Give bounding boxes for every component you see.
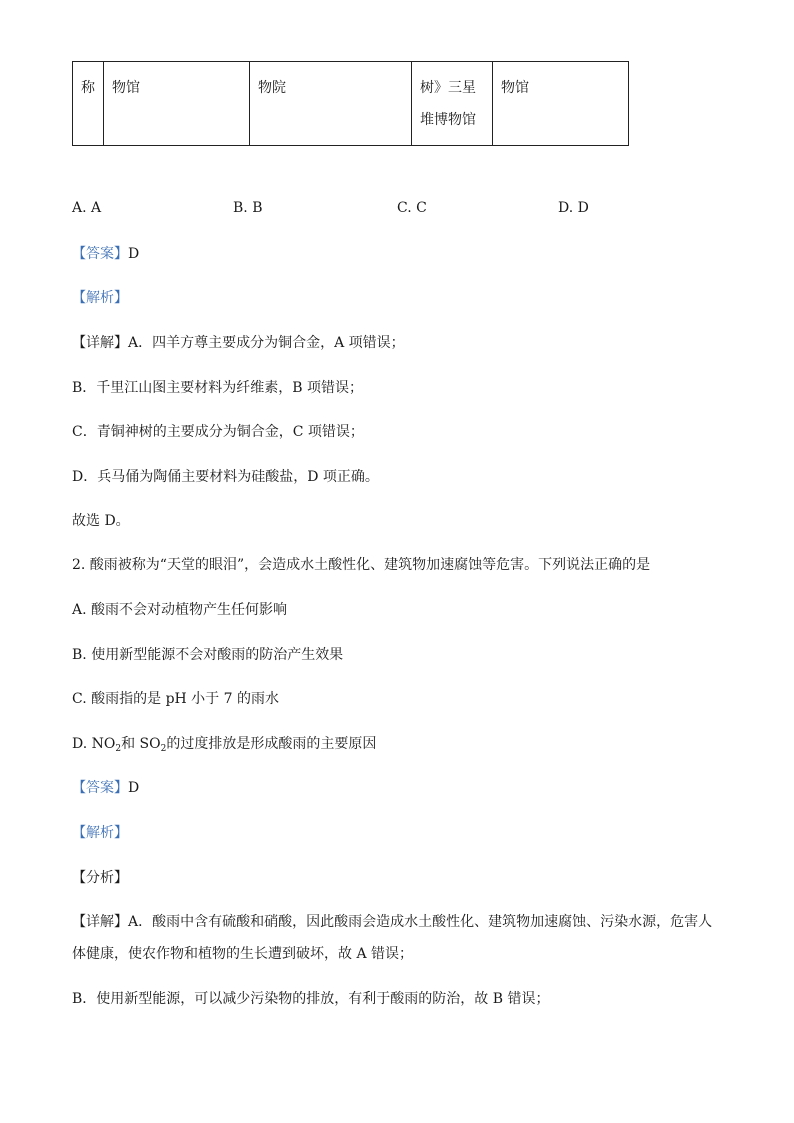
table-cell: 物馆 [493,62,629,146]
answer-value: D [128,780,140,796]
q1-answer [72,244,139,264]
q2-option-c: C. 酸雨指的是 pH 小于 7 的雨水 [72,691,279,707]
q1-option-a: A. A [72,200,102,216]
q2-analysis-heading [72,823,128,843]
detail-text: A．四羊方尊主要成分为铜合金，A 项错误； [128,335,405,351]
table-cell: 物馆 [104,62,250,146]
option-d-subscript: 2 [115,744,122,754]
q2-option-d [72,734,376,754]
detail-text: A．酸雨中含有硫酸和硝酸，因此酸雨会造成水土酸性化、建筑物加速腐蚀、污染水源，危害人 [128,914,713,930]
analysis-tag: 【解析】 [72,290,128,306]
q1-option-b: B. B [233,200,263,216]
option-d-subscript: 2 [160,744,167,754]
analysis-tag: 【解析】 [72,825,128,841]
q2-question: 2. 酸雨被称为“天堂的眼泪”，会造成水土酸性化、建筑物加速腐蚀等危害。下列说法正确的是 [72,557,651,573]
detail-tag: 【详解】 [72,914,128,930]
option-d-mid: 和 SO [121,736,161,752]
q1-conclusion: 故选 D。 [72,513,130,529]
q2-option-b: B. 使用新型能源不会对酸雨的防治产生效果 [72,647,344,663]
q1-option-c: C. C [397,200,427,216]
answer-value: D [128,246,140,262]
q1-detail-a [72,333,405,353]
q1-detail-b: B．千里江山图主要材料为纤维素，B 项错误； [72,380,364,396]
q1-options-row [72,200,632,220]
artifact-table [72,61,629,146]
q2-detail-a-line1 [72,912,712,932]
q2-option-a: A. 酸雨不会对动植物产生任何影响 [72,602,288,618]
table-cell: 树》三星堆博物馆 [412,62,493,146]
q2-answer [72,778,139,798]
q1-detail-d: D．兵马俑为陶俑主要材料为硅酸盐，D 项正确。 [72,469,379,485]
q1-option-d: D. D [558,200,589,216]
q2-fenxi-heading: 【分析】 [72,870,128,886]
q2-detail-b: B．使用新型能源，可以减少污染物的排放，有利于酸雨的防治，故 B 错误； [72,991,550,1007]
q1-detail-c: C．青铜神树的主要成分为铜合金，C 项错误； [72,424,364,440]
table-cell: 物院 [250,62,412,146]
q2-detail-a-line2: 体健康，使农作物和植物的生长遭到破坏，故 A 错误； [72,946,414,962]
detail-tag: 【详解】 [72,335,128,351]
table-cell: 称 [73,62,104,146]
option-d-suffix: 的过度排放是形成酸雨的主要原因 [166,736,377,752]
table-row [73,62,629,146]
q1-analysis-heading [72,288,128,308]
answer-tag: 【答案】 [72,246,128,262]
option-d-prefix: D. NO [72,736,116,752]
answer-tag: 【答案】 [72,780,128,796]
